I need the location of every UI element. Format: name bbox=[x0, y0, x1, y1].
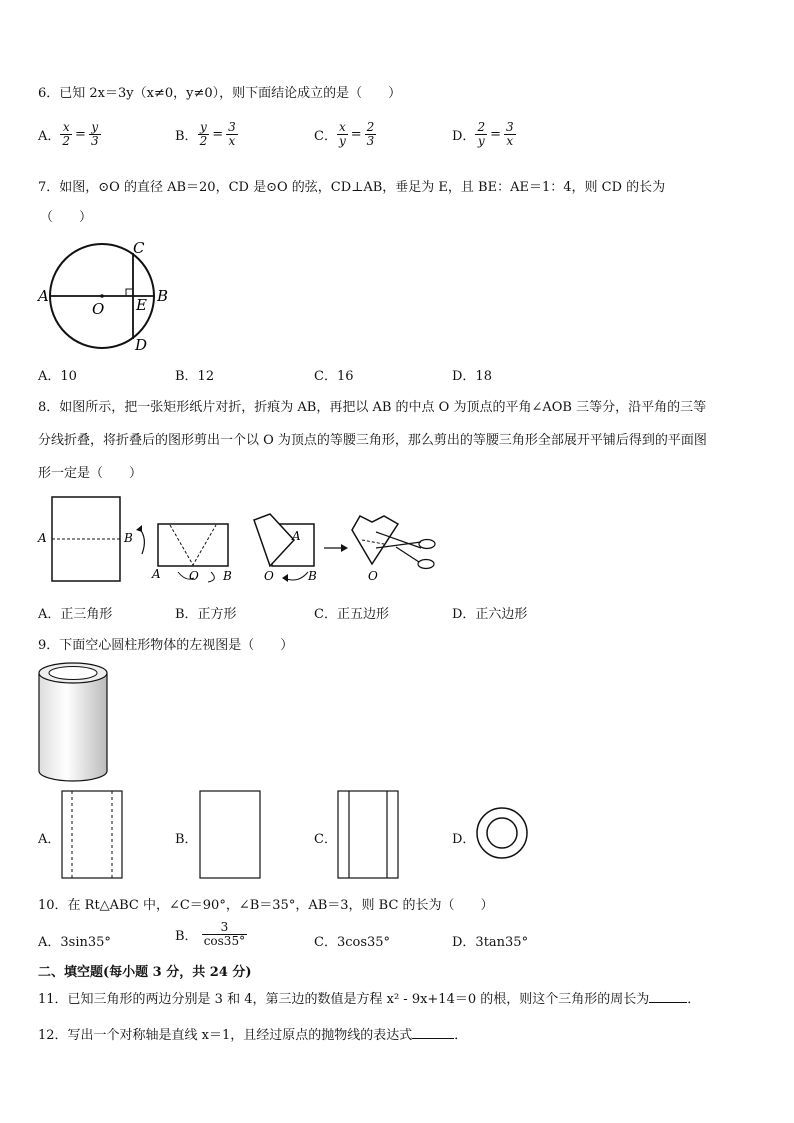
q10-option-c[interactable]: C．3cos35° bbox=[314, 935, 391, 950]
q7-circle-figure bbox=[40, 238, 180, 358]
q7-label-O: O bbox=[92, 300, 105, 318]
q6-option-d[interactable] bbox=[452, 121, 516, 148]
q8-line2: 分线折叠，将折叠后的图形剪出一个以 O 为顶点的等腰三角形，那么剪出的等腰三角形全部展开平铺后得到的平面图 bbox=[38, 433, 707, 448]
q6-option-label: C． bbox=[314, 129, 337, 144]
q6-option-label: D． bbox=[452, 129, 476, 144]
q7-option-d[interactable]: D．18 bbox=[452, 369, 492, 384]
hollow-cylinder-figure bbox=[36, 660, 116, 785]
q7-option-a[interactable]: A．10 bbox=[38, 369, 77, 384]
q6-equals: = bbox=[212, 127, 224, 142]
q9-option-a[interactable]: A． bbox=[38, 832, 61, 847]
q12-text: 12．写出一个对称轴是直线 x＝1，且经过原点的抛物线的表达式 bbox=[38, 1028, 413, 1043]
q7-label-A: A bbox=[38, 287, 49, 305]
q6-option-b[interactable] bbox=[175, 121, 238, 148]
q9-option-b[interactable]: B． bbox=[175, 832, 198, 847]
q9-option-d-figure bbox=[475, 805, 535, 865]
q12 bbox=[38, 1024, 467, 1043]
q7-label-C: C bbox=[133, 239, 145, 257]
q10-stem: 10．在 Rt△ABC 中，∠C＝90°，∠B＝35°，AB＝3，则 BC 的长为（ ） bbox=[38, 898, 494, 913]
q6-stem: 6．已知 2x＝3y（x≠0，y≠0），则下面结论成立的是（ ） bbox=[38, 86, 402, 101]
q8-p2-label-O: O bbox=[189, 569, 199, 583]
q9-stem: 9．下面空心圆柱形物体的左视图是（ ） bbox=[38, 638, 294, 653]
q9-option-d[interactable]: D． bbox=[452, 832, 476, 847]
q8-line1: 8．如图所示，把一张矩形纸片对折，折痕为 AB，再把以 AB 的中点 O 为顶点的平角∠AOB 三等分，沿平角的三等 bbox=[38, 400, 707, 415]
q7-stem: 7．如图，⊙O 的直径 AB＝20，CD 是⊙O 的弦，CD⊥AB，垂足为 E，且 BE：AE＝1：4，则 CD 的长为 bbox=[38, 180, 666, 195]
q8-option-b[interactable]: B．正方形 bbox=[175, 607, 237, 622]
q12-answer-blank[interactable] bbox=[412, 1038, 454, 1039]
q7-label-B: B bbox=[157, 287, 169, 305]
q8-option-c[interactable]: C．正五边形 bbox=[314, 607, 389, 622]
q6-option-c[interactable] bbox=[314, 121, 376, 148]
q12-end: ． bbox=[454, 1028, 468, 1043]
q7-paren: （ ） bbox=[40, 210, 93, 225]
q6-option-a[interactable] bbox=[38, 121, 101, 148]
q7-label-E: E bbox=[136, 296, 147, 314]
q10-option-a[interactable]: A．3sin35° bbox=[38, 935, 111, 950]
q10-option-b-label: B． bbox=[175, 929, 198, 944]
q8-p1-label-B: B bbox=[124, 531, 133, 545]
q7-option-c[interactable]: C．16 bbox=[314, 369, 354, 384]
q10-option-d[interactable]: D．3tan35° bbox=[452, 935, 529, 950]
q11-answer-blank[interactable] bbox=[649, 1002, 687, 1003]
q6-option-label: A． bbox=[38, 129, 61, 144]
q9-option-b-figure bbox=[199, 790, 261, 880]
section2-heading: 二、填空题(每小题 3 分，共 24 分) bbox=[38, 965, 252, 980]
q6-fraction-left: $\frac{x}{y}$ bbox=[338, 120, 346, 148]
q8-p3-label-O: O bbox=[264, 569, 274, 583]
q8-p1-label-A: A bbox=[38, 531, 47, 545]
q6-fraction-right: $\frac{2}{3}$ bbox=[366, 120, 375, 148]
q6-fraction-left: $\frac{x}{2}$ bbox=[62, 120, 71, 148]
q11 bbox=[38, 988, 700, 1007]
q8-p2-label-A: A bbox=[152, 567, 161, 581]
q8-line3: 形一定是（ ） bbox=[38, 466, 143, 481]
q6-equals: = bbox=[75, 127, 86, 142]
q8-option-d[interactable]: D．正六边形 bbox=[452, 607, 528, 622]
q10-option-b-fraction: $\frac{3}{\cos 35^\circ}$ bbox=[203, 920, 246, 948]
q9-option-a-figure bbox=[61, 790, 123, 880]
q9-option-c-figure bbox=[337, 790, 399, 880]
q6-equals: = bbox=[350, 127, 362, 142]
q8-folding-figure bbox=[36, 492, 456, 592]
q11-end: ． bbox=[687, 992, 701, 1007]
q8-p3-label-A: A bbox=[292, 529, 301, 543]
q7-option-b[interactable]: B．12 bbox=[175, 369, 215, 384]
q8-p2-label-B: B bbox=[223, 569, 232, 583]
q6-fraction-right: $\frac{3}{x}$ bbox=[505, 120, 514, 148]
q7-label-D: D bbox=[135, 336, 148, 354]
q8-p4-label-O: O bbox=[368, 569, 378, 583]
q8-option-a[interactable]: A．正三角形 bbox=[38, 607, 113, 622]
q6-fraction-right: $\frac{y}{3}$ bbox=[90, 120, 99, 148]
q6-fraction-right: $\frac{3}{x}$ bbox=[228, 120, 236, 148]
q6-option-label: B． bbox=[175, 129, 198, 144]
q6-fraction-left: $\frac{y}{2}$ bbox=[199, 120, 208, 148]
q6-fraction-left: $\frac{2}{y}$ bbox=[477, 120, 486, 148]
q6-equals: = bbox=[490, 127, 501, 142]
q11-text: 11．已知三角形的两边分别是 3 和 4，第三边的数值是方程 x² - 9x+14＝0 的根，则这个三角形的周长为 bbox=[38, 992, 650, 1007]
q10-option-b[interactable] bbox=[175, 921, 247, 948]
q9-option-c[interactable]: C． bbox=[314, 832, 337, 847]
q8-p3-label-B: B bbox=[308, 569, 317, 583]
